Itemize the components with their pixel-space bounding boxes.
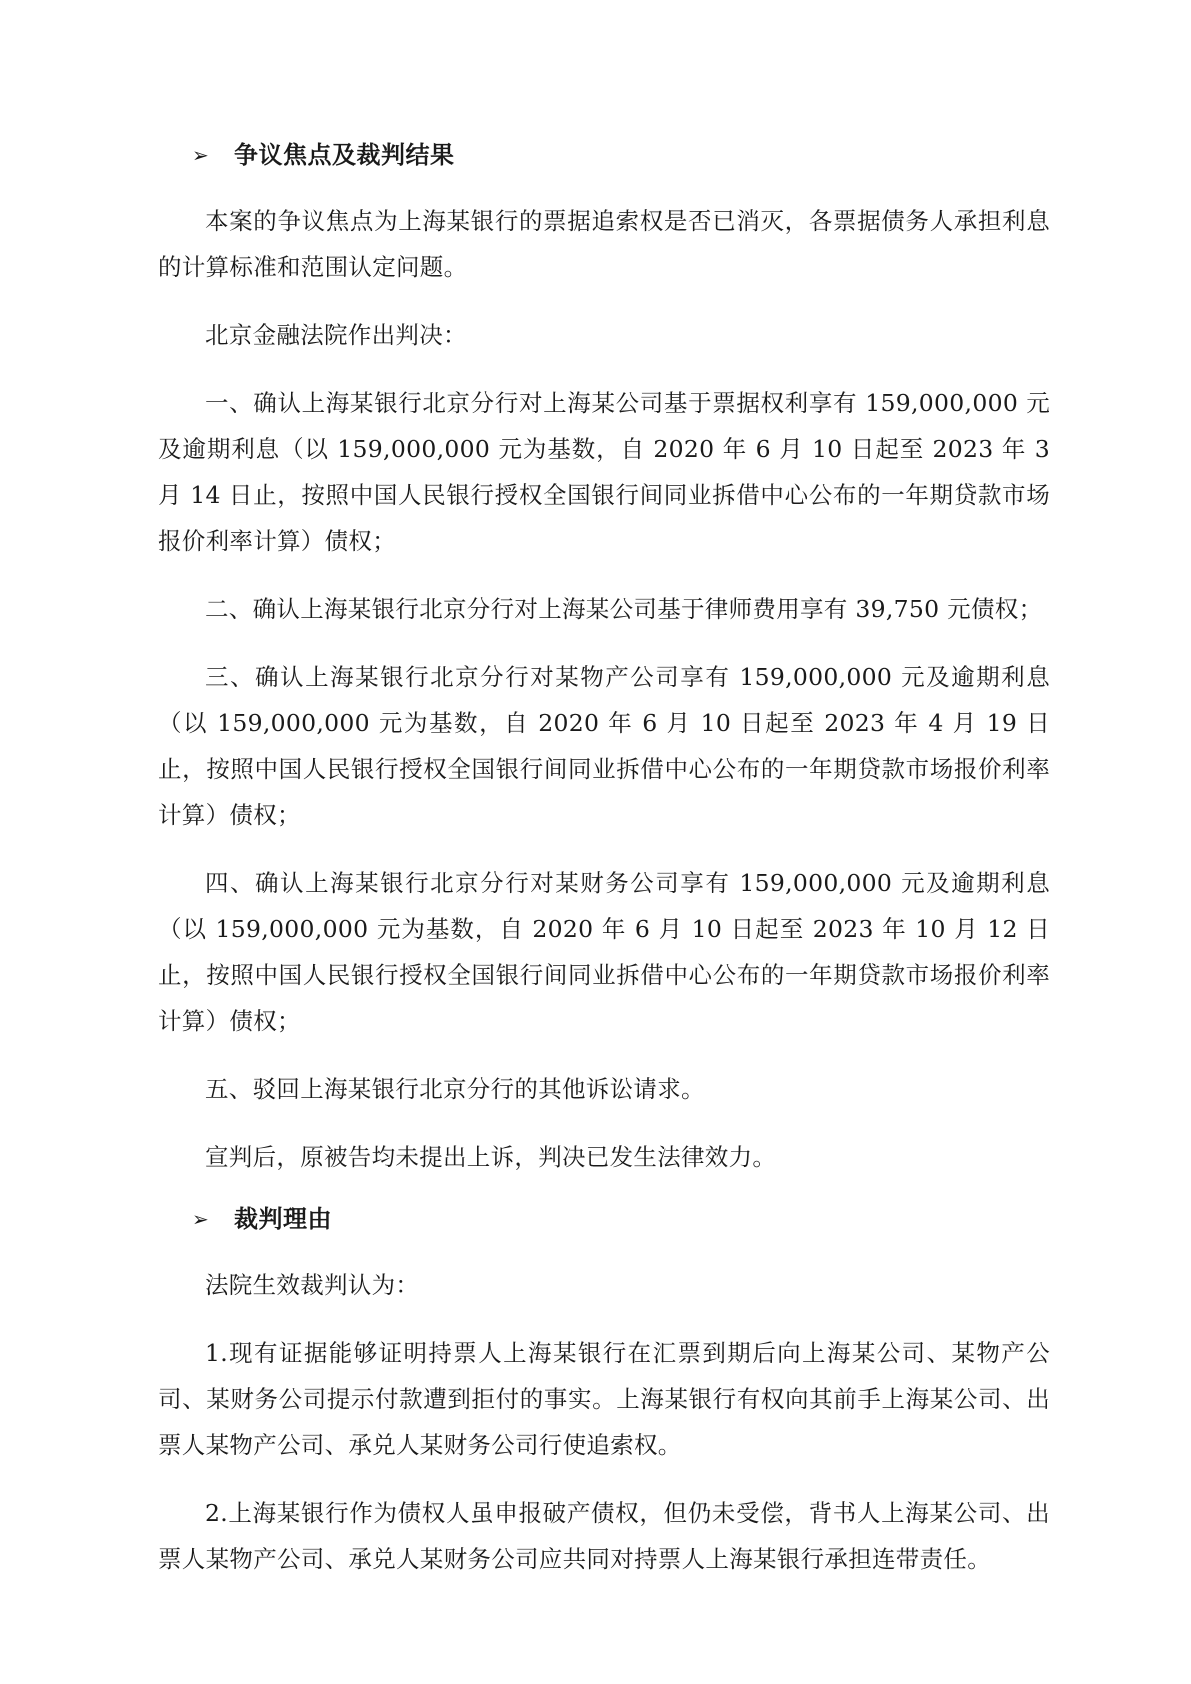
paragraph: 三、确认上海某银行北京分行对某物产公司享有 159,000,000 元及逾期利息（以 159,000,000 元为基数，自 2020 年 6 月 10 日起至 2023 年 4 月 19 日止，按照中国人民银行授权全国银行间同业拆借中心公布的一年期贷款市场报价利率计算）债权；: [158, 663, 1050, 829]
arrow-bullet-icon: ➢: [192, 1207, 210, 1231]
paragraph: 四、确认上海某银行北京分行对某财务公司享有 159,000,000 元及逾期利息（以 159,000,000 元为基数，自 2020 年 6 月 10 日起至 2023 年 10 月 12 日止，按照中国人民银行授权全国银行间同业拆借中心公布的一年期贷款市场报价利率计算）债权；: [158, 869, 1050, 1035]
paragraph: 法院生效裁判认为：: [205, 1271, 420, 1299]
section-heading-text: 裁判理由: [234, 1204, 332, 1233]
section-heading-dispute: [192, 138, 1050, 172]
paragraph: 2.上海某银行作为债权人虽申报破产债权，但仍未受偿，背书人上海某公司、出票人某物产公司、承兑人某财务公司应共同对持票人上海某银行承担连带责任。: [158, 1499, 1050, 1573]
paragraph: 本案的争议焦点为上海某银行的票据追索权是否已消灭，各票据债务人承担利息的计算标准和范围认定问题。: [158, 207, 1050, 281]
document-body: [158, 138, 1050, 1582]
paragraph: 北京金融法院作出判决：: [205, 321, 467, 349]
paragraph: 一、确认上海某银行北京分行对上海某公司基于票据权利享有 159,000,000 元及逾期利息（以 159,000,000 元为基数，自 2020 年 6 月 10 日起至 2023 年 3 月 14 日止，按照中国人民银行授权全国银行间同业拆借中心公布的一年期贷款市场报价利率计算）债权；: [158, 389, 1050, 555]
paragraph: 宣判后，原被告均未提出上诉，判决已发生法律效力。: [205, 1143, 777, 1171]
paragraph: 二、确认上海某银行北京分行对上海某公司基于律师费用享有 39,750 元债权；: [205, 595, 1043, 623]
section-heading-reasoning: [192, 1202, 1050, 1236]
paragraph: 五、驳回上海某银行北京分行的其他诉讼请求。: [205, 1075, 705, 1103]
section-heading-text: 争议焦点及裁判结果: [234, 140, 455, 169]
arrow-bullet-icon: ➢: [192, 143, 210, 167]
paragraph: 1.现有证据能够证明持票人上海某银行在汇票到期后向上海某公司、某物产公司、某财务公司提示付款遭到拒付的事实。上海某银行有权向其前手上海某公司、出票人某物产公司、承兑人某财务公司行使追索权。: [158, 1339, 1050, 1459]
